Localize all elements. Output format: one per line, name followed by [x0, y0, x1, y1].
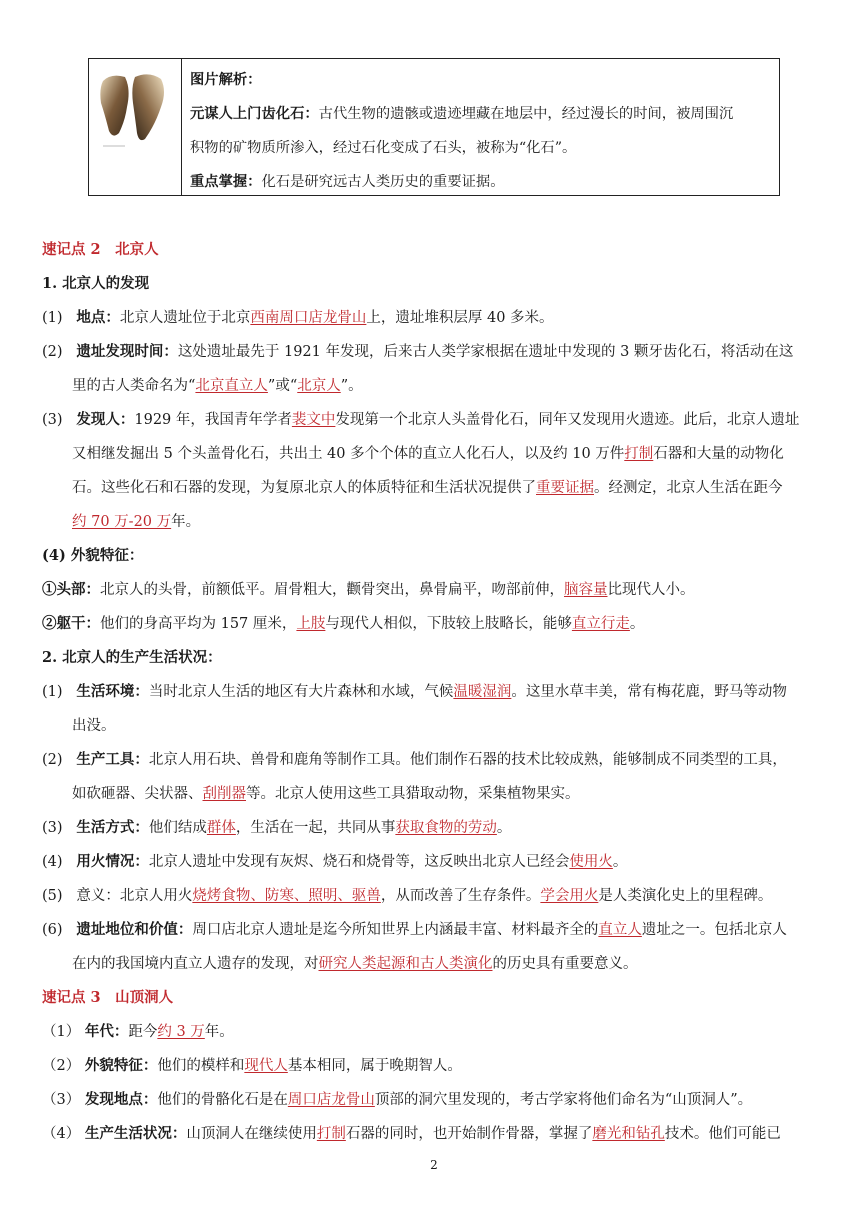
item-site-value-cont: 在内的我国境内直立人遗存的发现，对研究人类起源和古人类演化的历史具有重要意义。 — [72, 956, 638, 972]
item-environment-cont: 出没。 — [72, 718, 116, 734]
page-number: 2 — [430, 1158, 438, 1172]
item-environment: (1) 生活环境：当时北京人生活的地区有大片森林和水域，气候温暖湿润。这里水草丰美，常有梅花鹿，野马等动物 — [42, 683, 787, 700]
item-discoverer-cont-2: 石。这些化石和石器的发现，为复原北京人的体质特征和生活状况提供了重要证据。经测定，北京人生活在距今 — [72, 480, 783, 496]
picture-analysis-box — [88, 58, 780, 196]
item-location: (1) 地点：北京人遗址位于北京西南周口店龙骨山上，遗址堆积层厚 40 多米。 — [42, 309, 554, 326]
item-discoverer-cont-1: 又相继发掘出 5 个头盖骨化石，共出土 40 多个个体的直立人化石人，以及约 10 万件打制石器和大量的动物化 — [72, 446, 784, 462]
section-title-beijing-man: 速记点 2 北京人 — [42, 241, 159, 258]
item-production: （4） 生产生活状况：山顶洞人在继续使用打制石器的同时，也开始制作骨器，掌握了磨光和钻孔技术。他们可能已 — [42, 1125, 781, 1142]
item-fire-use: (4) 用火情况：北京人遗址中发现有灰烬、烧石和烧骨等，这反映出北京人已经会使用火。 — [42, 853, 628, 870]
item-appearance: （2） 外貌特征：他们的模样和现代人基本相同，属于晚期智人。 — [42, 1057, 462, 1074]
item-discovery-time: (2) 遗址发现时间：这处遗址最先于 1921 年发现，后来古人类学家根据在遗址中发现的 3 颗牙齿化石，将活动在这 — [42, 343, 794, 360]
item-lifestyle: (3) 生活方式：他们结成群体，生活在一起，共同从事获取食物的劳动。 — [42, 819, 512, 836]
item-tools-cont: 如砍砸器、尖状器、刮削器等。北京人使用这些工具猎取动物，采集植物果实。 — [72, 786, 580, 802]
item-tools: (2) 生产工具：北京人用石块、兽骨和鹿角等制作工具。他们制作石器的技术比较成熟，能够制成不同类型的工具， — [42, 751, 787, 768]
box-heading: 图片解析： — [190, 72, 262, 88]
item-discoverer: (3) 发现人：1929 年，我国青年学者裴文中发现第一个北京人头盖骨化石，同年又发现用火遗迹。此后，北京人遗址 — [42, 411, 800, 428]
fossil-teeth-icon — [89, 59, 181, 195]
box-line-3: 重点掌握：化石是研究远古人类历史的重要证据。 — [190, 174, 505, 190]
item-discoverer-cont-3: 约 70 万-20 万年。 — [72, 514, 201, 530]
item-discovery-time-cont: 里的古人类命名为“北京直立人”或“北京人”。 — [72, 378, 363, 394]
item-site: （3） 发现地点：他们的骨骼化石是在周口店龙骨山顶部的洞穴里发现的，考古学家将他们命名为“山顶洞人”。 — [42, 1091, 753, 1108]
tooth-fossil-image — [89, 59, 182, 195]
heading-discovery: 1. 北京人的发现 — [42, 275, 150, 292]
box-line-1: 元谋人上门齿化石：古代生物的遗骸或遗迹埋藏在地层中，经过漫长的时间，被周围沉 — [190, 106, 734, 122]
item-head: ①头部：北京人的头骨，前额低平。眉骨粗大，颧骨突出，鼻骨扁平，吻部前伸，脑容量比现代人小。 — [42, 581, 695, 598]
heading-appearance: (4) 外貌特征： — [42, 547, 144, 564]
item-torso: ②躯干：他们的身高平均为 157 厘米，上肢与现代人相似，下肢较上肢略长，能够直立行走。 — [42, 615, 645, 632]
box-line-2: 积物的矿物质所渗入，经过石化变成了石头，被称为“化石”。 — [190, 140, 577, 156]
item-site-value: (6) 遗址地位和价值：周口店北京人遗址是迄今所知世界上内涵最丰富、材料最齐全的直立人遗址之一。包括北京人 — [42, 921, 787, 938]
item-significance: (5) 意义：北京人用火烧烤食物、防寒、照明、驱兽，从而改善了生存条件。学会用火是人类演化史上的里程碑。 — [42, 888, 773, 904]
section-title-upper-cave-man: 速记点 3 山顶洞人 — [42, 989, 174, 1006]
item-era: （1） 年代：距今约 3 万年。 — [42, 1023, 234, 1040]
heading-production-life: 2. 北京人的生产生活状况： — [42, 649, 222, 666]
